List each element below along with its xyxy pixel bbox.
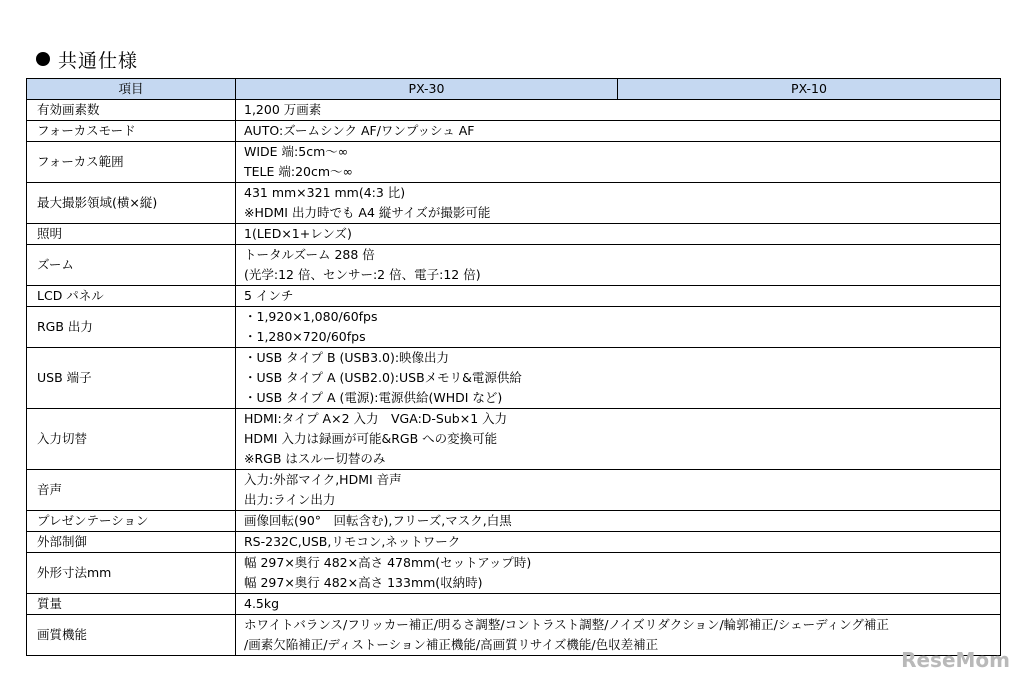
table-row [27, 183, 1001, 224]
table-row [27, 121, 1001, 142]
spec-value [236, 245, 1001, 286]
spec-value [236, 224, 1001, 245]
table-row [27, 409, 1001, 470]
table-row [27, 511, 1001, 532]
resemom-logo: ReseMom [901, 648, 1010, 672]
header-item: 項目 [27, 79, 236, 100]
spec-value [236, 183, 1001, 224]
table-row [27, 307, 1001, 348]
spec-label: 外部制御 [27, 532, 236, 553]
spec-value [236, 348, 1001, 409]
spec-label: 外形寸法mm [27, 553, 236, 594]
spec-value [236, 100, 1001, 121]
section-heading [36, 46, 138, 72]
header-px30: PX-30 [236, 79, 618, 100]
spec-value [236, 142, 1001, 183]
spec-value-line: AUTO:ズームシンク AF/ワンプッシュ AF [244, 123, 475, 138]
table-body [27, 100, 1001, 656]
spec-label: 質量 [27, 594, 236, 615]
table-row [27, 245, 1001, 286]
spec-value-line: ※HDMI 出力時でも A4 縦サイズが撮影可能 [244, 205, 491, 220]
table-row [27, 100, 1001, 121]
spec-value-line: HDMI:タイプ A×2 入力 VGA:D-Sub×1 入力 [244, 411, 508, 426]
spec-value-line: ・1,280×720/60fps [244, 329, 366, 344]
spec-label: 入力切替 [27, 409, 236, 470]
table-row [27, 470, 1001, 511]
spec-value-line: (光学:12 倍、センサー:2 倍、電子:12 倍) [244, 267, 481, 282]
spec-value-line: ※RGB はスルー切替のみ [244, 451, 386, 466]
spec-value-line: トータルズーム 288 倍 [244, 247, 375, 262]
section-heading-text: 共通仕様 [58, 49, 139, 72]
spec-value-line: 出力:ライン出力 [244, 492, 336, 507]
spec-value-line: WIDE 端:5cm～∞ [244, 144, 349, 159]
spec-label: ズーム [27, 245, 236, 286]
table-row [27, 532, 1001, 553]
spec-value [236, 594, 1001, 615]
spec-value [236, 121, 1001, 142]
header-px10: PX-10 [618, 79, 1001, 100]
spec-value-line: ・USB タイプ B (USB3.0):映像出力 [244, 350, 450, 365]
bullet-icon [36, 52, 50, 66]
spec-value-line: TELE 端:20cm～∞ [244, 164, 353, 179]
spec-label: LCD パネル [27, 286, 236, 307]
spec-value-line: ・USB タイプ A (電源):電源供給(WHDI など) [244, 390, 503, 405]
spec-value-line: 1,200 万画素 [244, 102, 322, 117]
spec-value-line: ホワイトバランス/フリッカー補正/明るさ調整/コントラスト調整/ノイズリダクション/輪郭補正/シェーディング補正 [244, 617, 889, 632]
spec-value-line: 画像回転(90° 回転含む),フリーズ,マスク,白黒 [244, 513, 512, 528]
spec-table [26, 78, 1001, 656]
spec-value-line: 幅 297×奥行 482×高さ 133mm(収納時) [244, 575, 483, 590]
spec-label: USB 端子 [27, 348, 236, 409]
spec-value-line: ・USB タイプ A (USB2.0):USBメモリ&電源供給 [244, 370, 522, 385]
spec-value-line: 5 インチ [244, 288, 294, 303]
spec-label: 照明 [27, 224, 236, 245]
spec-value [236, 307, 1001, 348]
table-row [27, 594, 1001, 615]
spec-value-line: 431 mm×321 mm(4:3 比) [244, 185, 406, 200]
spec-value-line: HDMI 入力は録画が可能&RGB への変換可能 [244, 431, 498, 446]
spec-label: プレゼンテーション [27, 511, 236, 532]
spec-value [236, 286, 1001, 307]
spec-label: 最大撮影領域(横×縦) [27, 183, 236, 224]
spec-value-line: 幅 297×奥行 482×高さ 478mm(セットアップ時) [244, 555, 532, 570]
spec-value-line: 1(LED×1+レンズ) [244, 226, 352, 241]
spec-value [236, 511, 1001, 532]
spec-label: 音声 [27, 470, 236, 511]
spec-value [236, 470, 1001, 511]
table-row [27, 348, 1001, 409]
spec-value-line: ・1,920×1,080/60fps [244, 309, 378, 324]
spec-label: RGB 出力 [27, 307, 236, 348]
table-row [27, 286, 1001, 307]
spec-value-line: RS-232C,USB,リモコン,ネットワーク [244, 534, 461, 549]
spec-value [236, 615, 1001, 656]
table-row [27, 615, 1001, 656]
spec-label: 有効画素数 [27, 100, 236, 121]
spec-value-line: 入力:外部マイク,HDMI 音声 [244, 472, 402, 487]
table-row [27, 224, 1001, 245]
spec-value-line: 4.5kg [244, 596, 280, 611]
spec-label: フォーカス範囲 [27, 142, 236, 183]
table-row [27, 553, 1001, 594]
table-header-row [27, 79, 1001, 100]
spec-value [236, 409, 1001, 470]
spec-label: 画質機能 [27, 615, 236, 656]
spec-value [236, 532, 1001, 553]
spec-value-line: /画素欠陥補正/ディストーション補正機能/高画質リサイズ機能/色収差補正 [244, 637, 659, 652]
table-row [27, 142, 1001, 183]
spec-value [236, 553, 1001, 594]
spec-label: フォーカスモード [27, 121, 236, 142]
